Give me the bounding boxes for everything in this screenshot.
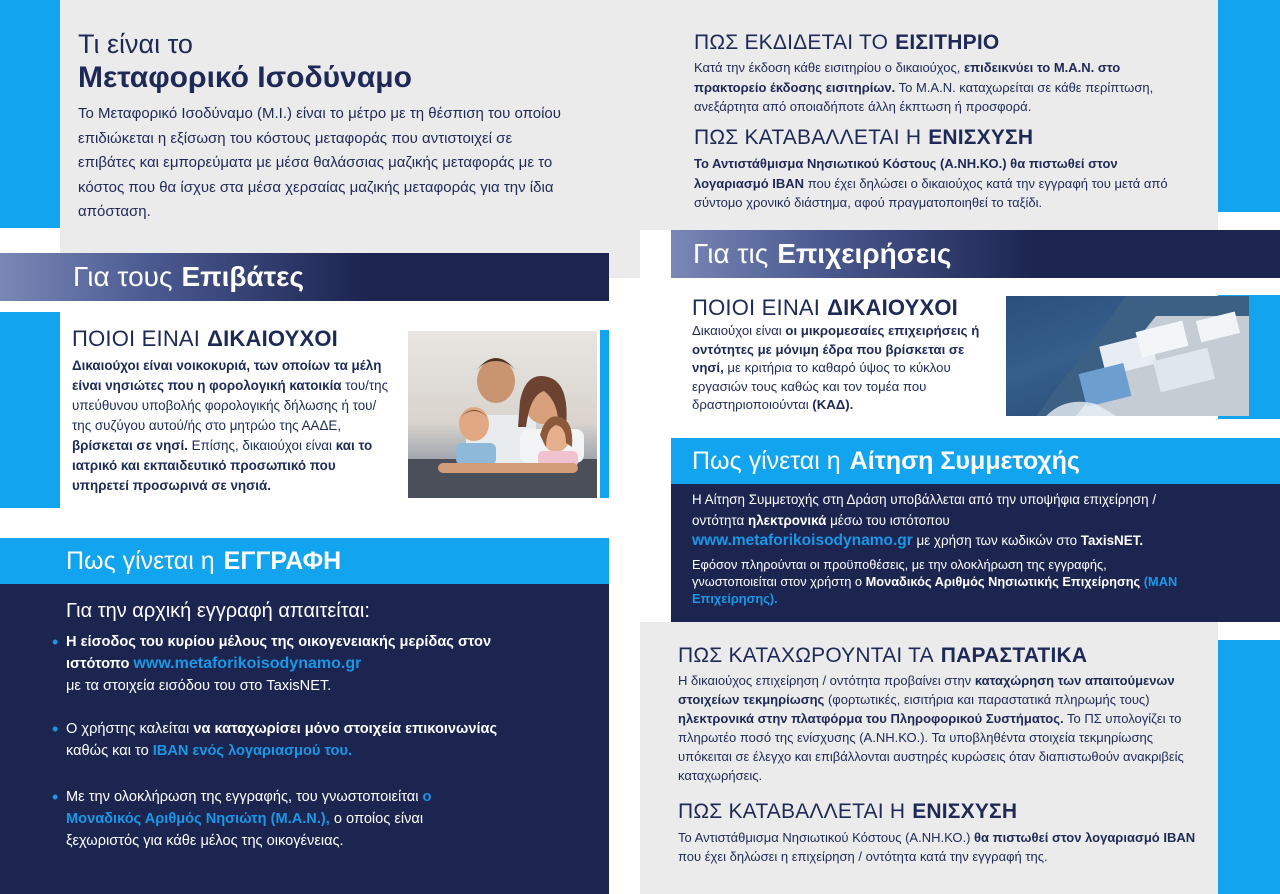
business-who-text (692, 322, 992, 415)
registration-header (66, 538, 341, 584)
business-header (693, 230, 951, 278)
passengers-left-accent (0, 312, 60, 508)
documents-p-f: Τα υποβληθέντα στοιχεία τεκμηρίωσης υπόκειται σε έλεγχο και επιβάλλονται αυστηρές κυρώσεις όταν διαπιστωθούν ανακριβείς καταχωρήσεις. (678, 730, 1184, 783)
family-illustration (408, 331, 597, 498)
registration-b2-a: Ο χρήστης καλείται (66, 721, 190, 737)
family-photo (408, 331, 597, 498)
passengers-header (73, 253, 304, 301)
application-p2-a: Εφόσον πληρούνται οι προϋποθέσεις, με την ολοκλήρωση της εγγραφής, γνωστοποιείται στον χρήστη ο (692, 557, 1107, 589)
ticket-title-light: ΠΩΣ ΕΚΔΙΔΕΤΑΙ ΤΟ (694, 31, 889, 54)
intro-title-line2: Μεταφορικό Ισοδύναμο (78, 61, 412, 94)
application-p1 (692, 490, 1212, 552)
payment2-title-light: ΠΩΣ ΚΑΤΑΒΑΛΛΕΤΑΙ Η (678, 800, 906, 823)
intro-body: Το Μεταφορικό Ισοδύναμο (Μ.Ι.) είναι το μέτρο με τη θέσπιση του οποίου επιδιώκεται η εξίσωση του κόστους μεταφοράς που αντιστοιχεί σε επιβάτες και εμπορεύματα με μέσα θαλάσσιας μαζικής μεταφοράς με το κόστος που θα ίσχυε στα μέσα χερσαίας μαζικής μεταφοράς για την ίδια απόσταση. (78, 105, 561, 220)
registration-b1-b: με τα στοιχεία εισόδου του στο TaxisNET. (66, 678, 332, 694)
payment1-title-light: ΠΩΣ ΚΑΤΑΒΑΛΛΕΤΑΙ Η (694, 126, 922, 149)
passengers-who-p4: Επίσης, δικαιούχοι είναι (191, 438, 333, 453)
documents-title-light: ΠΩΣ ΚΑΤΑΧΩΡΟΥΝΤΑΙ ΤΑ (678, 644, 934, 667)
business-header-light: Για τις (693, 238, 769, 269)
passengers-who-p3: βρίσκεται σε νησί. (72, 438, 188, 453)
ticket-text (694, 58, 1164, 117)
intro-title-line1: Τι είναι το (78, 29, 193, 59)
ticket-p-b: επιδεικνύει το Μ.Α.Ν. στο πρακτορείο έκδοσης εισιτηρίων. (694, 60, 1121, 95)
payment2-title (678, 800, 1017, 824)
documents-right-accent (1218, 640, 1280, 894)
passengers-who-p5: και το ιατρικό και εκπαιδευτικό προσωπικό που υπηρετεί προσωρινά σε νησιά. (72, 438, 373, 493)
documents-p-c: (φορτωτικές, εισιτήρια και παραστατικά πληρωμής τους) (827, 692, 1150, 707)
ticket-title (694, 31, 999, 55)
business-who-bold: ΔΙΚΑΙΟΥΧΟΙ (827, 295, 958, 320)
registration-b2-b: να καταχωρίσει μόνο στοιχεία επικοινωνίας (193, 721, 498, 737)
registration-b2-c: καθώς και το (66, 743, 149, 759)
documents-p-e: Το ΠΣ υπολογίζει το πληρωτέο ποσό της ενίσχυσης (Α.ΝΗ.ΚΟ.). (678, 711, 1182, 745)
payment2-text (678, 828, 1208, 866)
ferry-trucks-photo (1006, 296, 1249, 416)
business-p-d: (ΚΑΔ). (812, 397, 854, 412)
payment2-p-c: που έχει δηλώσει η επιχείρηση / οντότητα κατά την εγγραφή της. (678, 849, 1048, 864)
payment2-p-b: θα πιστωθεί στον λογαριασμό IBAN (974, 830, 1196, 845)
business-p-a: Δικαιούχοι είναι (692, 323, 782, 338)
payment2-title-bold: ΕΝΙΣΧΥΣΗ (912, 800, 1018, 823)
passengers-who-text (72, 356, 394, 496)
payment1-p-a: Το Αντιστάθμισμα Νησιωτικού Κόστους (Α.ΝΗ.ΚΟ.) θα πιστωθεί στον λογαριασμό IBAN (694, 156, 1118, 191)
registration-header-bold: ΕΓΓΡΑΦΗ (223, 546, 342, 575)
documents-title-bold: ΠΑΡΑΣΤΑΤΙΚΑ (940, 644, 1088, 667)
payment1-p-b: που έχει δηλώσει ο δικαιούχος κατά την εγγραφή του μετά από σύντομο χρονικό διάστημα, αφού πραγματοποιηθεί το ταξίδι. (694, 175, 1168, 210)
passengers-who-title (72, 326, 338, 352)
documents-p-b: καταχώρηση των απαιτούμενων στοιχείων τεκμηρίωσης (678, 673, 1175, 707)
application-header-bold: Αίτηση Συμμετοχής (849, 446, 1080, 475)
documents-p-d: ηλεκτρονικά στην πλατφόρμα του Πληροφορικού Συστήματος. (678, 711, 1064, 726)
left-top-accent (0, 0, 60, 228)
application-header (692, 438, 1080, 484)
registration-b3-c: ο οποίος είναι ξεχωριστός για κάθε μέλος της οικογένειας. (66, 811, 424, 849)
ferry-illustration (1006, 296, 1249, 416)
registration-header-light: Πως γίνεται η (66, 546, 215, 575)
business-who-light: ΠΟΙΟΙ ΕΙΝΑΙ (692, 295, 821, 320)
business-p-c: με κριτήρια το καθαρό ύψος το κύκλου εργασιών τους καθώς και τον τομέα που δραστηριοποιούνται (692, 360, 951, 412)
registration-b1-a: Η είσοδος του κυρίου μέλους της οικογενειακής μερίδας στον ιστότοπο (66, 634, 492, 672)
application-p1-d: με χρήση των κωδικών στο (916, 533, 1078, 548)
application-p1-c: μέσω του ιστότοπου (830, 512, 950, 528)
application-p1-a: Η Αίτηση Συμμετοχής στη Δράση υποβάλλεται από την υποψήφια επιχείρηση / οντότητα (692, 492, 1157, 528)
passengers-who-light: ΠΟΙΟΙ ΕΙΝΑΙ (72, 326, 201, 351)
passengers-who-p1: Δικαιούχοι είναι νοικοκυριά, των οποίων τα μέλη είναι νησιώτες που η φορολογική κατοικία (72, 358, 382, 393)
payment1-text (694, 154, 1172, 213)
bullet-dot-icon: • (52, 787, 59, 807)
passengers-right-accent (600, 330, 609, 498)
registration-b2-d: IBAN ενός λογαριασμού του. (152, 743, 353, 759)
passengers-header-bold: Επιβάτες (181, 261, 304, 292)
bullet-dot-icon: • (52, 632, 59, 652)
payment2-p-a: Το Αντιστάθμισμα Νησιωτικού Κόστους (Α.ΝΗ.ΚΟ.) (678, 830, 971, 845)
passengers-header-light: Για τους (73, 261, 173, 292)
bullet-dot-icon: • (52, 719, 59, 739)
registration-b1-link[interactable]: www.metaforikoisodynamo.gr (133, 655, 362, 672)
application-p2-b: Μοναδικός Αριθμός Νησιωτικής Επιχείρησης (865, 574, 1141, 589)
registration-bullet-2 (52, 718, 566, 762)
application-p1-link[interactable]: www.metaforikoisodynamo.gr (692, 532, 913, 549)
registration-bullet-3 (52, 786, 496, 852)
application-header-light: Πως γίνεται η (692, 446, 841, 475)
ticket-p-c: Το Μ.Α.Ν. καταχωρείται σε κάθε περίπτωση, ανεξάρτητα από οποιαδήποτε άλλη έκπτωση ή προσφορά. (694, 79, 1154, 114)
payment1-title-bold: ΕΝΙΣΧΥΣΗ (928, 126, 1034, 149)
registration-intro: Για την αρχική εγγραφή απαιτείται: (66, 600, 370, 622)
passengers-who-p2: του/της υπεύθυνου υποβολής φορολογικής δήλωσης ή του/της συζύγου αυτού/ής στο μητρώο της ΑΑΔΕ, (72, 378, 389, 433)
registration-bullet-1 (52, 631, 536, 697)
ticket-p-a: Κατά την έκδοση κάθε εισιτηρίου ο δικαιούχος, (694, 60, 961, 75)
documents-text (678, 671, 1203, 785)
business-who-title (692, 295, 958, 321)
ticket-title-bold: ΕΙΣΙΤΗΡΙΟ (895, 31, 1000, 54)
documents-p-a: Η δικαιούχος επιχείρηση / οντότητα προβαίνει στην (678, 673, 972, 688)
business-p-b: οι μικρομεσαίες επιχειρήσεις ή οντότητες με μόνιμη έδρα που βρίσκεται σε νησί, (692, 323, 980, 375)
documents-title (678, 644, 1087, 668)
payment1-title (694, 126, 1033, 150)
application-p2 (692, 556, 1182, 607)
registration-b3-a: Με την ολοκλήρωση της εγγραφής, του γνωστοποιείται (66, 789, 419, 805)
passengers-who-bold: ΔΙΚΑΙΟΥΧΟΙ (207, 326, 338, 351)
registration-b3-b: ο Μοναδικός Αριθμός Νησιώτη (Μ.Α.Ν.), (66, 789, 432, 827)
intro-title (78, 28, 598, 96)
application-p1-e: TaxisNET. (1080, 533, 1144, 548)
right-top-accent (1218, 0, 1280, 212)
application-p2-c: (ΜΑΝ Επιχείρησης). (692, 574, 1178, 606)
business-header-bold: Επιχειρήσεις (777, 238, 952, 269)
application-p1-b: ηλεκτρονικά (748, 512, 827, 528)
